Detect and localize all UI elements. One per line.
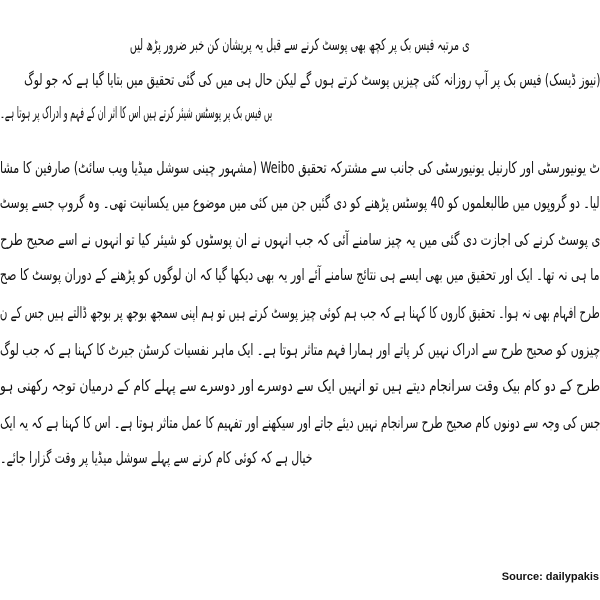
article-line xyxy=(0,259,600,291)
article-line-text: ی پوسٹ کرنے کی اجازت دی گئی میں یہ چیز سامنے آئی کہ جب انہوں نے ان پوسٹوں کو شیئر کیا تو انہوں نے اسے صحیح طرح xyxy=(0,230,600,249)
article-line-text: طرح افہام بھی نہ ہوا۔ تحقیق کاروں کا کہنا ہے کہ جب ہم کوئی چیز پوسٹ کرتے ہیں تو ہم اپنی سمجھ بوجھ پر بوجھ ڈالتے ہیں جس کے ن xyxy=(0,303,600,322)
article-line-text: چیزوں کو صحیح طرح سے ادراک نہیں کر پاتے اور ہمارا فہم متاثر ہوتا ہے۔ ایک ماہر نفسیات کرسٹن جیرٹ کا کہنا ہے کہ جب لوگ xyxy=(0,340,600,359)
article-line-text: یں فیس بک پر پوسٹس شیئر کرتے ہیں اس کا اثر ان کے فہم و ادراک پر ہوتا ہے۔ xyxy=(0,103,272,122)
article-title-text: ی مرتبہ فیس بک پر کچھ بھی پوسٹ کرنے سے قبل یہ پریشان کن خبر ضرور پڑھ لیں xyxy=(130,35,470,54)
article-line-text: جس کی وجہ سے دونوں کام صحیح طرح سرانجام نہیں دیئے جاتے اور سیکھنے اور تفہیم کا عمل متاثر ہوتا ہے۔ اس کا کہنا ہے کہ یہ ایک xyxy=(0,413,600,432)
article-line xyxy=(0,97,272,129)
article-line xyxy=(0,297,600,329)
article-line-text: ٹ یونیورسٹی اور کارنیل یونیورسٹی کی جانب سے مشترکہ تحقیق Weibo (مشہور چینی سوشل میڈیا ویب سائٹ) صارفین کا مشا xyxy=(0,158,600,177)
article-line xyxy=(24,64,600,96)
article-line-text: خیال ہے کہ کوئی کام کرنے سے پہلے سوشل میڈیا پر وقت گزارا جائے۔ xyxy=(0,448,312,467)
article-title xyxy=(130,29,470,61)
article-line xyxy=(0,187,600,219)
source-credit: Source: dailypakis xyxy=(501,571,599,583)
article-line xyxy=(0,334,600,366)
article-line xyxy=(0,442,312,474)
article-line xyxy=(0,224,600,256)
article-line-text: (نیوز ڈیسک) فیس بک پر آپ روزانہ کئی چیزیں پوسٹ کرتے ہوں گے لیکن حال ہی میں کی گئی تحقیق میں بتایا گیا ہے کہ جو لوگ xyxy=(23,70,600,89)
article-line-text: طرح کے دو کام بیک وقت سرانجام دیتے ہیں تو انہیں ایک سے دوسرے اور دوسرے سے پہلے کام کے درمیان توجہ رکھنی ہو xyxy=(0,376,600,395)
article-line xyxy=(0,370,600,402)
article-line-text: ما ہی نہ تھا۔ ایک اور تحقیق میں بھی ایسے ہی نتائج سامنے آئے اور یہ بھی دیکھا گیا کہ ان لوگوں کو پڑھنے کے دوران پوسٹ کا صح xyxy=(0,265,600,284)
article-line-text: لیا۔ دو گروپوں میں طالبعلموں کو 40 پوسٹس پڑھنے کو دی گئیں جن میں کئی میں موضوع میں یکسانیت تھی۔ وہ گروپ جسے پوسٹ xyxy=(0,193,600,212)
article-line xyxy=(0,407,600,439)
article-line xyxy=(0,152,600,184)
